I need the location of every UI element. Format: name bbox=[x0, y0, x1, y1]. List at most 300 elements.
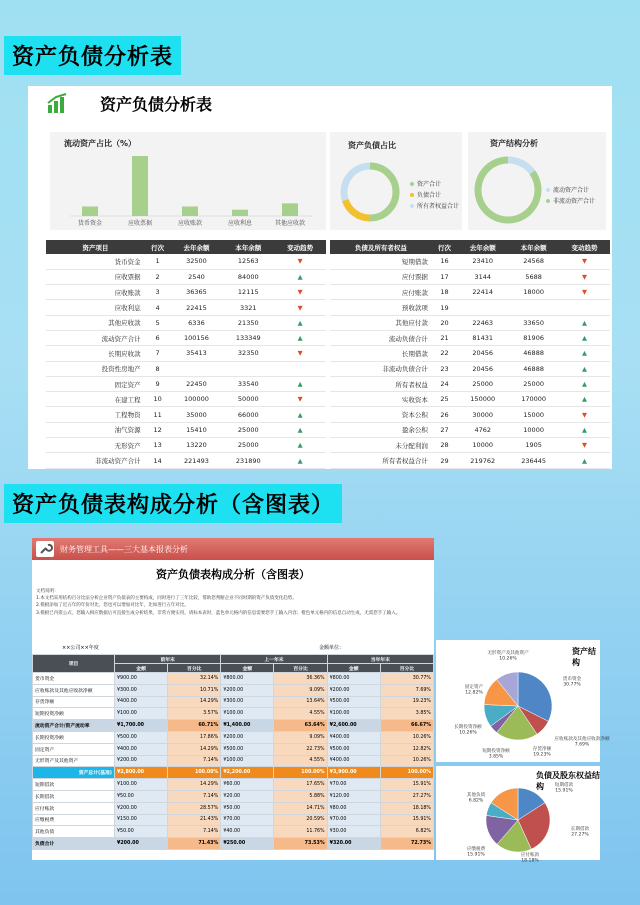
wrench-icon[interactable] bbox=[36, 541, 54, 557]
cell: 工程物资 bbox=[46, 407, 145, 422]
cell: ¥2,600.00 bbox=[327, 720, 380, 732]
cell[interactable]: ¥70.00 bbox=[221, 814, 274, 826]
cell: 其他负债 bbox=[33, 826, 115, 838]
cell: 投资性房地产 bbox=[46, 361, 145, 376]
table-row bbox=[330, 376, 610, 391]
table-row bbox=[330, 438, 610, 453]
trend-up-icon: ▲ bbox=[559, 346, 610, 361]
bar-0 bbox=[82, 207, 98, 216]
cell: 无形资产 bbox=[46, 438, 145, 453]
legend-dot-2 bbox=[410, 204, 414, 208]
legend-label-0: 资产合计 bbox=[417, 181, 442, 188]
legend-dot-1 bbox=[410, 193, 414, 197]
trend-up-icon: ▲ bbox=[559, 330, 610, 345]
table-row bbox=[33, 708, 434, 720]
cell: 应缴税费 bbox=[33, 814, 115, 826]
cell: 12563 bbox=[222, 254, 274, 269]
cell[interactable]: ¥70.00 bbox=[327, 779, 380, 791]
cell: 27 bbox=[432, 422, 457, 437]
header-row bbox=[330, 240, 610, 254]
cell[interactable]: ¥100.00 bbox=[221, 708, 274, 720]
cell[interactable]: ¥200.00 bbox=[115, 802, 168, 814]
sub-header: 百分比 bbox=[168, 664, 221, 673]
cell: 10000 bbox=[508, 422, 559, 437]
cell: 25 bbox=[432, 392, 457, 407]
liability-structure-panel bbox=[436, 766, 600, 864]
cell: 货币资金 bbox=[46, 254, 145, 269]
trend-up-icon: ▲ bbox=[274, 453, 326, 468]
cell: 4.55% bbox=[274, 708, 327, 720]
donut-segment-2 bbox=[344, 166, 370, 200]
cell: 170000 bbox=[508, 392, 559, 407]
pie-label-1: 应收账款及其他应收款净额 7.69% bbox=[554, 737, 610, 748]
cell: 5688 bbox=[508, 269, 559, 284]
structure-donut bbox=[468, 132, 606, 230]
cell: 油气资源 bbox=[46, 422, 145, 437]
liability-structure-pie bbox=[436, 766, 600, 864]
current-assets-chart-title: 流动资产占比（%） bbox=[64, 139, 137, 148]
table-row bbox=[330, 315, 610, 330]
cell[interactable]: ¥20.00 bbox=[221, 790, 274, 802]
cell: 15.91% bbox=[380, 779, 433, 791]
cell[interactable]: ¥150.00 bbox=[115, 814, 168, 826]
cell: 3.57% bbox=[168, 708, 221, 720]
bar-2 bbox=[182, 207, 198, 216]
cell: 7 bbox=[145, 346, 171, 361]
trend-up-icon: ▲ bbox=[274, 376, 326, 391]
document-notes bbox=[36, 588, 430, 642]
cell: 24 bbox=[432, 376, 457, 391]
cell: 7.69% bbox=[380, 684, 433, 696]
donut-segment-0 bbox=[508, 160, 532, 172]
cell: 负债合计 bbox=[33, 838, 115, 850]
cell: 14 bbox=[145, 453, 171, 468]
cell: 3321 bbox=[222, 300, 274, 315]
trend-cell bbox=[559, 300, 610, 315]
table-row bbox=[46, 422, 326, 437]
table-row bbox=[33, 673, 434, 685]
cell: 流动负债合计 bbox=[330, 330, 432, 345]
cell: 应付账款 bbox=[33, 802, 115, 814]
cell[interactable]: ¥200.00 bbox=[221, 684, 274, 696]
cell: 未分配利润 bbox=[330, 438, 432, 453]
cell[interactable]: ¥200.00 bbox=[115, 755, 168, 767]
cell: 25000 bbox=[222, 438, 274, 453]
cell: 应收账款及其他应收款净额 bbox=[33, 684, 115, 696]
debt-ratio-donut bbox=[330, 132, 462, 230]
cell: 150000 bbox=[457, 392, 508, 407]
cell: 所有者权益 bbox=[330, 376, 432, 391]
cell: 17 bbox=[432, 269, 457, 284]
cell: 6 bbox=[145, 330, 171, 345]
cell: 22415 bbox=[171, 300, 223, 315]
note-line: 3.模板已内嵌公式，您输入相应数据后可直接生成分析结果，非常方便实用。请标本表时，蓝色单元格内的信息需要您手工输入内容；橙色单元格内的信息自动生成，无需您手工输入。 bbox=[36, 610, 401, 616]
cell: 1 bbox=[145, 254, 171, 269]
table-row bbox=[33, 696, 434, 708]
cell: 73.53% bbox=[274, 838, 327, 850]
note-line: 文档说明： bbox=[36, 589, 59, 594]
cell: 10.26% bbox=[380, 755, 433, 767]
cell: 3 bbox=[145, 285, 171, 300]
cell: 长期投资净额 bbox=[33, 731, 115, 743]
cell: 应收利息 bbox=[46, 300, 145, 315]
col-header-1: 行次 bbox=[432, 240, 457, 254]
cell: 33650 bbox=[508, 315, 559, 330]
cell[interactable]: ¥100.00 bbox=[221, 755, 274, 767]
table-row bbox=[33, 720, 434, 732]
cell[interactable]: ¥50.00 bbox=[221, 802, 274, 814]
table-row bbox=[33, 684, 434, 696]
current-assets-bar-chart bbox=[50, 132, 326, 230]
cell: 23 bbox=[432, 361, 457, 376]
cell: 17.65% bbox=[274, 779, 327, 791]
cell: 50000 bbox=[222, 392, 274, 407]
cell[interactable]: ¥50.00 bbox=[115, 790, 168, 802]
cell: 25000 bbox=[457, 376, 508, 391]
cell: 20.59% bbox=[274, 814, 327, 826]
liabilities-table bbox=[330, 240, 610, 469]
cell: 24568 bbox=[508, 254, 559, 269]
cell: 71.43% bbox=[168, 838, 221, 850]
cell[interactable]: ¥30.00 bbox=[327, 826, 380, 838]
cell: 其他应付款 bbox=[330, 315, 432, 330]
cell: 15000 bbox=[508, 407, 559, 422]
table-row bbox=[33, 790, 434, 802]
group-header: 前年末 bbox=[115, 655, 221, 664]
table-row bbox=[33, 814, 434, 826]
pie-label-1: 长期借款 27.27% bbox=[570, 827, 590, 838]
cell: 25000 bbox=[222, 422, 274, 437]
toolbar-title: 财务管理工具——三大基本报表分析 bbox=[60, 544, 188, 554]
cell: 13220 bbox=[171, 438, 223, 453]
assets-table bbox=[46, 240, 326, 469]
group-header: 当年年末 bbox=[327, 655, 433, 664]
bar-label-4: 其他应收款 bbox=[274, 220, 306, 227]
cell[interactable]: ¥100.00 bbox=[327, 708, 380, 720]
cell: 66.67% bbox=[380, 720, 433, 732]
cell[interactable]: ¥900.00 bbox=[115, 673, 168, 685]
pie-label-6: 无形资产及其他资产 10.26% bbox=[487, 651, 529, 662]
toolbar bbox=[32, 538, 434, 560]
cell: 15.91% bbox=[380, 814, 433, 826]
cell[interactable]: ¥500.00 bbox=[327, 743, 380, 755]
cell: 29 bbox=[432, 453, 457, 468]
pie-label-5: 固定资产 12.82% bbox=[464, 685, 484, 696]
trend-up-icon: ▲ bbox=[274, 330, 326, 345]
cell: 11 bbox=[145, 407, 171, 422]
cell[interactable]: ¥400.00 bbox=[115, 743, 168, 755]
donut-segment-1 bbox=[345, 200, 370, 218]
cell: 4.55% bbox=[274, 755, 327, 767]
cell: 81906 bbox=[508, 330, 559, 345]
trend-cell bbox=[274, 361, 326, 376]
pie-label-2: 应付账款 18.18% bbox=[520, 853, 540, 864]
cell: 9.09% bbox=[274, 684, 327, 696]
cell[interactable]: ¥40.00 bbox=[221, 826, 274, 838]
cell[interactable]: ¥300.00 bbox=[221, 696, 274, 708]
table-row bbox=[330, 254, 610, 269]
cell: 6.82% bbox=[380, 826, 433, 838]
cell: 100000 bbox=[171, 392, 223, 407]
cell: 17.86% bbox=[168, 731, 221, 743]
table-row bbox=[46, 300, 326, 315]
table-row bbox=[46, 438, 326, 453]
report-meta bbox=[32, 644, 434, 654]
pie-label-3: 短期投资净额 3.85% bbox=[482, 749, 510, 760]
table-row bbox=[33, 767, 434, 779]
col-header-2: 去年余额 bbox=[457, 240, 508, 254]
bar-1 bbox=[132, 156, 148, 216]
legend-dot-0 bbox=[546, 188, 550, 192]
cell: ¥2,200.00 bbox=[221, 767, 274, 779]
cell: 长期借款 bbox=[330, 346, 432, 361]
cell: 流动资产合计 bbox=[46, 330, 145, 345]
cell[interactable]: ¥100.00 bbox=[115, 708, 168, 720]
pie-label-3: 应缴税费 15.91% bbox=[466, 847, 486, 858]
table-row bbox=[33, 755, 434, 767]
table-row bbox=[33, 743, 434, 755]
cell: ¥2,800.00 bbox=[115, 767, 168, 779]
cell: 221493 bbox=[171, 453, 223, 468]
structure-title: 资产结构分析 bbox=[490, 139, 538, 148]
cell: 12.82% bbox=[380, 743, 433, 755]
cell[interactable]: ¥50.00 bbox=[115, 826, 168, 838]
cell: 14.29% bbox=[168, 743, 221, 755]
group-header: 上一年末 bbox=[221, 655, 327, 664]
sub-header: 百分比 bbox=[274, 664, 327, 673]
cell: 4762 bbox=[457, 422, 508, 437]
cell: 5.88% bbox=[274, 790, 327, 802]
cell[interactable]: ¥800.00 bbox=[327, 673, 380, 685]
cell: 28.57% bbox=[168, 802, 221, 814]
trend-up-icon: ▲ bbox=[559, 376, 610, 391]
cell[interactable]: ¥400.00 bbox=[327, 755, 380, 767]
table-row bbox=[330, 361, 610, 376]
table-row bbox=[33, 779, 434, 791]
cell bbox=[508, 300, 559, 315]
cell: 12 bbox=[145, 422, 171, 437]
cell: 36365 bbox=[171, 285, 223, 300]
cell: 实收资本 bbox=[330, 392, 432, 407]
liability-pie-title: 负债及股东权益结构 bbox=[536, 771, 600, 791]
table-row bbox=[46, 315, 326, 330]
cell: 3.85% bbox=[380, 708, 433, 720]
cell: 23410 bbox=[457, 254, 508, 269]
sheet1-header bbox=[46, 92, 212, 115]
table-row bbox=[46, 361, 326, 376]
trend-up-icon: ▲ bbox=[274, 438, 326, 453]
cell: 20456 bbox=[457, 361, 508, 376]
cell: 21.43% bbox=[168, 814, 221, 826]
table-row bbox=[46, 346, 326, 361]
cell: 7.14% bbox=[168, 790, 221, 802]
cell: 18.18% bbox=[380, 802, 433, 814]
cell: 在建工程 bbox=[46, 392, 145, 407]
sub-header: 金额 bbox=[221, 664, 274, 673]
trend-up-icon: ▲ bbox=[274, 407, 326, 422]
cell: 1905 bbox=[508, 438, 559, 453]
cell[interactable]: ¥120.00 bbox=[327, 790, 380, 802]
cell: 133349 bbox=[222, 330, 274, 345]
trend-up-icon: ▲ bbox=[559, 422, 610, 437]
cell: 应收账款 bbox=[46, 285, 145, 300]
note-line: 2.模板添加了近五年的年份对比，您也可以增加对比年，比如进行五年对比。 bbox=[36, 603, 189, 609]
trend-up-icon: ▲ bbox=[559, 392, 610, 407]
cell: ¥200.00 bbox=[115, 838, 168, 850]
trend-up-icon: ▲ bbox=[274, 422, 326, 437]
cell: 36.36% bbox=[274, 673, 327, 685]
cell: 12115 bbox=[222, 285, 274, 300]
bar-label-1: 应收票据 bbox=[127, 220, 153, 227]
cell: 16 bbox=[432, 254, 457, 269]
trend-down-icon: ▼ bbox=[274, 392, 326, 407]
cell: 货币资金 bbox=[33, 673, 115, 685]
table-row bbox=[33, 731, 434, 743]
cell: 60.71% bbox=[168, 720, 221, 732]
asset-pie-title: 资产结构 bbox=[572, 647, 596, 667]
table-row bbox=[330, 300, 610, 315]
trend-down-icon: ▼ bbox=[559, 269, 610, 284]
trend-down-icon: ▼ bbox=[274, 300, 326, 315]
table-row bbox=[33, 826, 434, 838]
cell: 32350 bbox=[222, 346, 274, 361]
cell[interactable]: ¥200.00 bbox=[221, 731, 274, 743]
cell: 84000 bbox=[222, 269, 274, 284]
cell: 所有者权益合计 bbox=[330, 453, 432, 468]
cell: 30.77% bbox=[380, 673, 433, 685]
cell[interactable]: ¥300.00 bbox=[115, 684, 168, 696]
sheet1-title: 资产负债分析表 bbox=[100, 95, 213, 114]
cell[interactable]: ¥500.00 bbox=[221, 743, 274, 755]
cell: 非流动资产合计 bbox=[46, 453, 145, 468]
table-row bbox=[46, 269, 326, 284]
cell: 预收款项 bbox=[330, 300, 432, 315]
bar-4 bbox=[282, 203, 298, 216]
note-line: 1.本文档采用结构百分比法分析企业资产负债表的主要构成，同时进行了三年比较，帮助您判断企业不同时期的资产负债变化趋势。 bbox=[36, 596, 297, 602]
cell: 21 bbox=[432, 330, 457, 345]
cell: 资产总计(基准) bbox=[33, 767, 115, 779]
col-header-2: 去年余额 bbox=[171, 240, 223, 254]
cell[interactable]: ¥400.00 bbox=[327, 731, 380, 743]
trend-down-icon: ▼ bbox=[559, 407, 610, 422]
cell: 无形资产及其他资产 bbox=[33, 755, 115, 767]
table-row bbox=[330, 330, 610, 345]
pie-label-0: 货币资金 30.77% bbox=[562, 677, 582, 688]
cell[interactable]: ¥70.00 bbox=[327, 814, 380, 826]
cell: 5 bbox=[145, 315, 171, 330]
cell[interactable]: ¥400.00 bbox=[115, 696, 168, 708]
cell: 46888 bbox=[508, 346, 559, 361]
legend-label-0: 流动资产合计 bbox=[553, 187, 590, 194]
cell: 231890 bbox=[222, 453, 274, 468]
cell: 固定资产 bbox=[46, 376, 145, 391]
cell: 短期投资净额 bbox=[33, 708, 115, 720]
cell: 100156 bbox=[171, 330, 223, 345]
cell[interactable]: ¥500.00 bbox=[115, 731, 168, 743]
cell: 22414 bbox=[457, 285, 508, 300]
cell: ¥1,700.00 bbox=[115, 720, 168, 732]
cell: 13.64% bbox=[274, 696, 327, 708]
col-header-1: 行次 bbox=[145, 240, 171, 254]
cell[interactable]: ¥200.00 bbox=[327, 684, 380, 696]
cell: 短期借款 bbox=[33, 779, 115, 791]
cell: 其他应收款 bbox=[46, 315, 145, 330]
trend-up-icon: ▲ bbox=[559, 315, 610, 330]
cell[interactable]: ¥80.00 bbox=[327, 802, 380, 814]
cell: 63.64% bbox=[274, 720, 327, 732]
section-banner-2: 资产负债表构成分析（含图表） bbox=[4, 484, 342, 523]
cell: 14.71% bbox=[274, 802, 327, 814]
cell: 10.71% bbox=[168, 684, 221, 696]
col-header-4: 变动趋势 bbox=[274, 240, 326, 254]
cell: 9.09% bbox=[274, 731, 327, 743]
rising-chart-icon bbox=[46, 93, 70, 115]
cell: 10 bbox=[145, 392, 171, 407]
asset-structure-panel bbox=[436, 640, 610, 762]
current-assets-chart-panel bbox=[50, 132, 326, 230]
cell: 28 bbox=[432, 438, 457, 453]
table-row bbox=[33, 838, 434, 850]
cell[interactable]: ¥800.00 bbox=[221, 673, 274, 685]
table-row bbox=[330, 285, 610, 300]
cell: 盈余公积 bbox=[330, 422, 432, 437]
trend-down-icon: ▼ bbox=[559, 254, 610, 269]
trend-up-icon: ▲ bbox=[274, 315, 326, 330]
composition-sheet bbox=[32, 538, 434, 860]
table-row bbox=[330, 407, 610, 422]
company-label: ××公司××年度 bbox=[62, 645, 99, 651]
trend-down-icon: ▼ bbox=[559, 285, 610, 300]
cell: 应付账款 bbox=[330, 285, 432, 300]
cell: 25000 bbox=[508, 376, 559, 391]
cell: 流动资产合计/资产流动率 bbox=[33, 720, 115, 732]
cell: 10.26% bbox=[380, 731, 433, 743]
cell: 4 bbox=[145, 300, 171, 315]
trend-down-icon: ▼ bbox=[274, 285, 326, 300]
cell: 长期借款 bbox=[33, 790, 115, 802]
cell: 100.00% bbox=[274, 767, 327, 779]
debt-ratio-title: 资产负债占比 bbox=[348, 141, 396, 150]
cell: 100.00% bbox=[168, 767, 221, 779]
cell: 应收票据 bbox=[46, 269, 145, 284]
pie-label-4: 长期投资净额 10.26% bbox=[454, 725, 482, 736]
cell: 短期借款 bbox=[330, 254, 432, 269]
cell: 27.27% bbox=[380, 790, 433, 802]
cell: 35413 bbox=[171, 346, 223, 361]
cell: 2540 bbox=[171, 269, 223, 284]
cell: 19.23% bbox=[380, 696, 433, 708]
cell: 32.14% bbox=[168, 673, 221, 685]
cell: ¥250.00 bbox=[221, 838, 274, 850]
col-header-3: 本年余额 bbox=[508, 240, 559, 254]
section-banner-1: 资产负债分析表 bbox=[4, 36, 181, 75]
cell bbox=[171, 361, 223, 376]
cell[interactable]: ¥100.00 bbox=[115, 779, 168, 791]
sub-header: 金额 bbox=[115, 664, 168, 673]
cell: 19 bbox=[432, 300, 457, 315]
legend-dot-0 bbox=[410, 182, 414, 186]
cell: 72.73% bbox=[380, 838, 433, 850]
cell: 26 bbox=[432, 407, 457, 422]
table-row bbox=[330, 453, 610, 468]
cell[interactable]: ¥60.00 bbox=[221, 779, 274, 791]
cell: 22 bbox=[432, 346, 457, 361]
cell: 66000 bbox=[222, 407, 274, 422]
cell[interactable]: ¥500.00 bbox=[327, 696, 380, 708]
trend-down-icon: ▼ bbox=[559, 438, 610, 453]
cell: 33540 bbox=[222, 376, 274, 391]
table-row bbox=[330, 392, 610, 407]
